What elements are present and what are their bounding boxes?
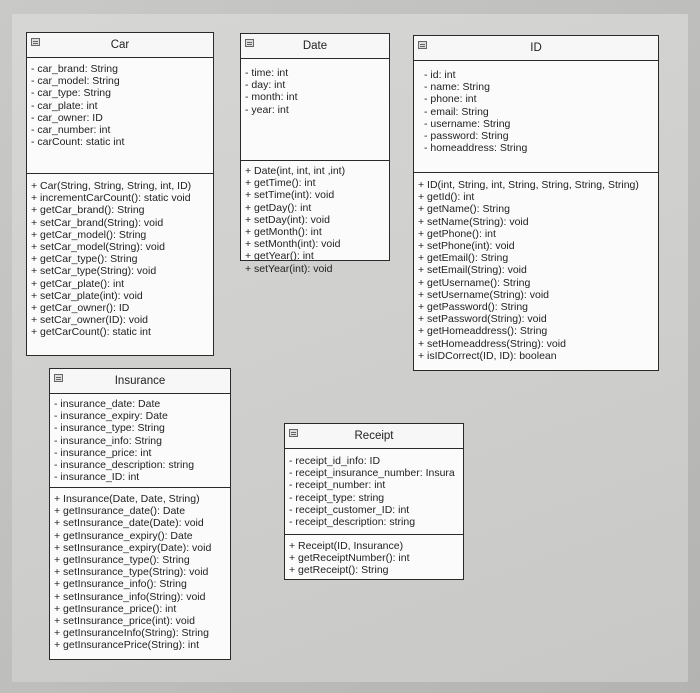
class-insurance-header xyxy=(50,369,230,394)
method-line: + getDay(): int xyxy=(245,201,312,214)
attribute-line: - homeaddress: String xyxy=(424,142,528,155)
attribute-line: - insurance_type: String xyxy=(54,422,165,435)
class-car-header xyxy=(27,33,213,58)
method-line: + setYear(int): void xyxy=(245,262,333,275)
method-line: + setInsurance_expiry(Date): void xyxy=(54,541,212,554)
attribute-line: - insurance_expiry: Date xyxy=(54,410,168,423)
method-line: + setDay(int): void xyxy=(245,213,330,226)
attribute-line: - day: int xyxy=(245,79,286,92)
method-line: + setHomeaddress(String): void xyxy=(418,337,566,350)
attribute-line: - carCount: static int xyxy=(31,136,125,149)
method-line: + setUsername(String): void xyxy=(418,288,550,301)
method-line: + Insurance(Date, Date, String) xyxy=(54,493,200,505)
class-date-attributes xyxy=(241,59,389,161)
class-date-name: Date xyxy=(302,40,328,52)
class-car-methods xyxy=(27,174,213,343)
attribute-line: - year: int xyxy=(245,103,289,116)
method-line: + setPhone(int): void xyxy=(418,240,515,253)
method-line: + getId(): int xyxy=(418,191,475,204)
attribute-line: - insurance_price: int xyxy=(54,446,152,459)
method-line: + getEmail(): String xyxy=(418,252,509,265)
method-line: + Date(int, int, int ,int) xyxy=(245,165,346,177)
attribute-line: - insurance_info: String xyxy=(54,434,162,447)
method-line: + getInsurance_date(): Date xyxy=(54,505,186,518)
class-receipt-header xyxy=(285,424,463,449)
class-receipt-attributes xyxy=(285,449,463,535)
attribute-line: - receipt_insurance_number: Insura xyxy=(289,467,455,480)
attribute-line: - insurance_ID: int xyxy=(54,471,140,484)
attribute-line: - time: int xyxy=(245,67,289,79)
attribute-line: - insurance_description: string xyxy=(54,459,195,472)
class-date-header xyxy=(241,34,389,59)
method-line: + setInsurance_type(String): void xyxy=(54,566,209,579)
attribute-line: - car_number: int xyxy=(31,124,111,137)
method-line: + getInsurance_expiry(): Date xyxy=(54,529,193,542)
method-line: + getInsurance_type(): String xyxy=(54,554,190,567)
attribute-line: - username: String xyxy=(424,117,511,130)
method-line: + getInsurance_price(): int xyxy=(54,602,177,615)
method-line: + Car(String, String, String, int, ID) xyxy=(31,180,192,192)
method-line: + incrementCarCount(): static void xyxy=(31,192,191,205)
method-line: + setCar_owner(ID): void xyxy=(31,314,149,327)
attribute-line: - month: int xyxy=(245,91,298,104)
attribute-line: - name: String xyxy=(424,81,490,94)
method-line: + getReceiptNumber(): int xyxy=(289,552,410,565)
method-line: + getCar_type(): String xyxy=(31,253,138,266)
method-line: + getInsuranceInfo(String): String xyxy=(54,627,209,640)
method-line: + getInsurance_info(): String xyxy=(54,578,187,591)
attribute-line: - car_brand: String xyxy=(31,63,118,75)
class-id-header xyxy=(414,36,658,61)
class-insurance-methods xyxy=(50,488,230,656)
method-line: + getMonth(): int xyxy=(245,226,322,239)
method-line: + setInsurance_info(String): void xyxy=(54,590,206,603)
method-line: + getName(): String xyxy=(418,203,510,216)
class-date[interactable] xyxy=(240,33,390,275)
class-insurance-name: Insurance xyxy=(114,375,166,387)
attribute-line: - car_owner: ID xyxy=(31,111,103,124)
attribute-line: - receipt_id_info: ID xyxy=(289,455,381,467)
attribute-line: - car_model: String xyxy=(31,75,120,88)
method-line: + Receipt(ID, Insurance) xyxy=(289,540,404,552)
method-line: + setCar_model(String): void xyxy=(31,241,165,254)
attribute-line: - email: String xyxy=(424,105,489,118)
attribute-line: - receipt_number: int xyxy=(289,479,386,492)
class-car-attributes xyxy=(27,58,213,174)
method-line: + getInsurancePrice(String): int xyxy=(54,639,200,652)
class-receipt-name: Receipt xyxy=(354,430,394,442)
method-line: + getTime(): int xyxy=(245,177,316,190)
method-line: + getCar_model(): String xyxy=(31,228,147,241)
attribute-line: - car_plate: int xyxy=(31,99,98,112)
method-line: + setCar_type(String): void xyxy=(31,265,157,278)
class-car-name: Car xyxy=(110,39,130,51)
class-insurance[interactable] xyxy=(49,368,231,660)
method-line: + getCarCount(): static int xyxy=(31,326,151,339)
method-line: + ID(int, String, int, String, String, String, String) xyxy=(418,179,639,191)
method-line: + getUsername(): String xyxy=(418,276,531,289)
class-id[interactable] xyxy=(413,35,659,371)
method-line: + getCar_owner(): ID xyxy=(31,302,130,315)
class-receipt-methods xyxy=(285,535,463,581)
method-line: + getReceipt(): String xyxy=(289,564,389,577)
method-line: + setMonth(int): void xyxy=(245,238,341,251)
attribute-line: - id: int xyxy=(424,69,456,81)
method-line: + setInsurance_price(int): void xyxy=(54,615,195,628)
attribute-line: - insurance_date: Date xyxy=(54,398,161,410)
attribute-line: - password: String xyxy=(424,130,509,143)
class-id-attributes xyxy=(414,61,658,173)
attribute-line: - receipt_customer_ID: int xyxy=(289,503,410,516)
class-id-name: ID xyxy=(530,42,542,54)
method-line: + setName(String): void xyxy=(418,215,529,228)
method-line: + isIDCorrect(ID, ID): boolean xyxy=(418,349,557,362)
attribute-line: - receipt_type: string xyxy=(289,491,385,504)
attribute-line: - car_type: String xyxy=(31,87,111,100)
method-line: + getCar_brand(): String xyxy=(31,204,145,217)
method-line: + setInsurance_date(Date): void xyxy=(54,517,204,530)
method-line: + setCar_plate(int): void xyxy=(31,289,143,302)
method-line: + setCar_brand(String): void xyxy=(31,216,164,229)
class-insurance-attributes xyxy=(50,394,230,488)
class-id-methods xyxy=(414,173,658,366)
method-line: + getPassword(): String xyxy=(418,301,529,314)
method-line: + getYear(): int xyxy=(245,250,314,263)
method-line: + setEmail(String): void xyxy=(418,264,527,277)
method-line: + getPhone(): int xyxy=(418,227,496,240)
class-date-methods xyxy=(241,161,389,279)
method-line: + setTime(int): void xyxy=(245,189,335,202)
method-line: + setPassword(String): void xyxy=(418,313,547,326)
attribute-line: - phone: int xyxy=(424,93,477,106)
class-car[interactable] xyxy=(26,32,214,356)
method-line: + getHomeaddress(): String xyxy=(418,325,548,338)
attribute-line: - receipt_description: string xyxy=(289,516,416,529)
method-line: + getCar_plate(): int xyxy=(31,277,125,290)
class-receipt[interactable] xyxy=(284,423,464,580)
